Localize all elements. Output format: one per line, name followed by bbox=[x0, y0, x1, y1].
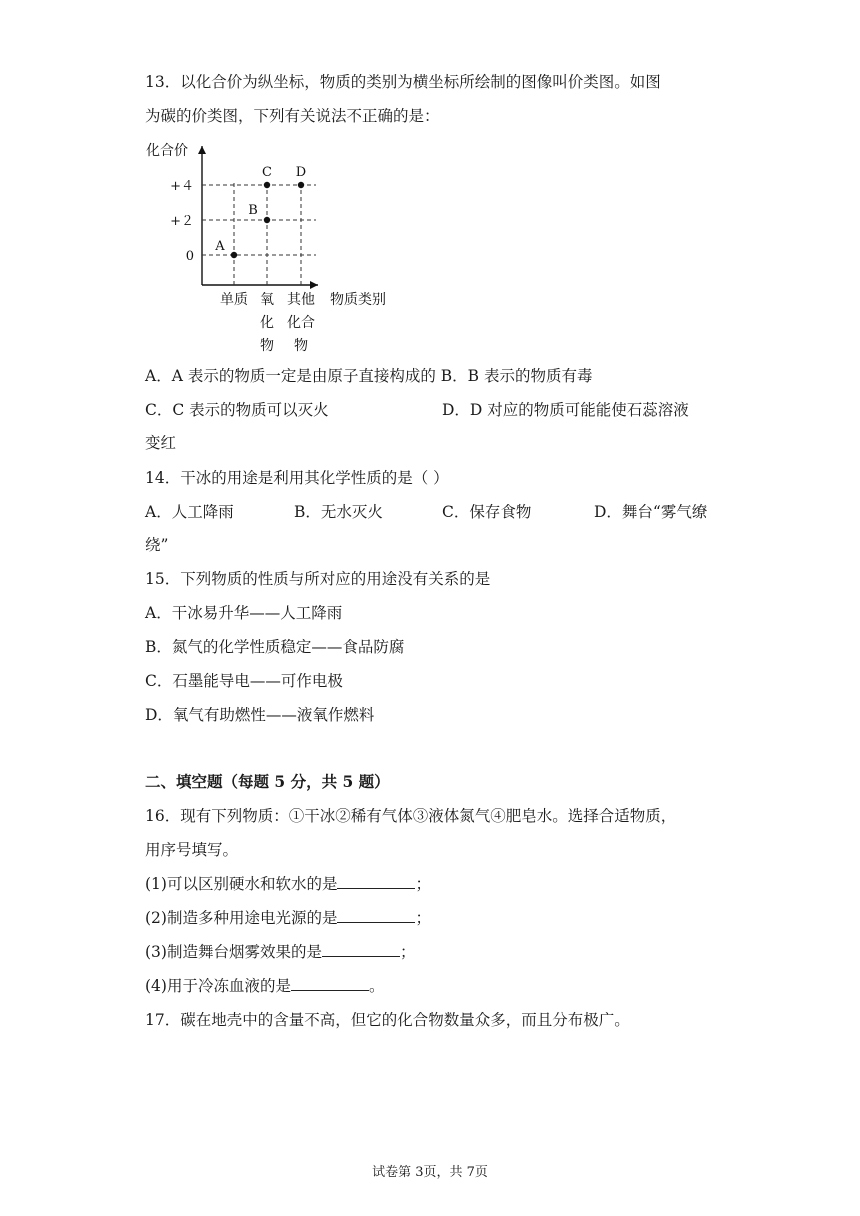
data-point-c bbox=[264, 182, 270, 188]
q16-item-4-end: 。 bbox=[368, 977, 385, 995]
q15-option-d: D．氧气有助燃性——液氧作燃料 bbox=[145, 706, 375, 724]
x-tick-label: 其他 bbox=[287, 292, 315, 308]
q14-option-d: D．舞台“雾气缭 bbox=[594, 503, 708, 521]
point-label-c: C bbox=[262, 165, 272, 180]
q13-stem-line1: 13．以化合价为纵坐标，物质的类别为横坐标所绘制的图像叫价类图。如图 bbox=[145, 73, 661, 91]
y-axis-title: 化合价 bbox=[146, 143, 188, 159]
q15-option-c: C．石墨能导电——可作电极 bbox=[145, 672, 343, 690]
q13-option-d: D．D 对应的物质可能能使石蕊溶液 bbox=[442, 401, 689, 419]
x-tick-label: 单质 bbox=[220, 292, 248, 308]
data-point-b bbox=[264, 217, 270, 223]
y-axis-arrow bbox=[198, 146, 206, 154]
x-axis-arrow bbox=[310, 281, 318, 289]
section-heading: 二、填空题（每题 5 分，共 5 题） bbox=[145, 772, 390, 791]
page-footer: 试卷第 3页，共 7页 bbox=[372, 1165, 488, 1180]
q13-option-d-continued: 变红 bbox=[145, 434, 177, 452]
x-tick-label: 氧 bbox=[260, 292, 274, 308]
q16-item-2-text: (2)制造多种用途电光源的是 bbox=[145, 909, 338, 927]
answer-blank-4[interactable] bbox=[291, 975, 369, 991]
x-tick-label: 化合 bbox=[287, 315, 315, 331]
q16-item-3 bbox=[145, 941, 415, 963]
q16-item-2-end: ； bbox=[415, 909, 431, 927]
x-tick-label: 化 bbox=[260, 315, 274, 331]
q14-option-d-continued: 绕” bbox=[145, 536, 169, 554]
point-label-d: D bbox=[295, 165, 307, 180]
y-tick-label: 0 bbox=[185, 249, 194, 264]
data-point-a bbox=[231, 252, 237, 258]
point-label-b: B bbox=[248, 203, 258, 218]
q13-stem-line2: 为碳的价类图，下列有关说法不正确的是： bbox=[145, 107, 440, 125]
q13-option-a-b: A．A 表示的物质一定是由原子直接构成的 B．B 表示的物质有毒 bbox=[145, 367, 593, 385]
q16-item-1-text: (1)可以区别硬水和软水的是 bbox=[145, 875, 338, 893]
x-tick-label: 物 bbox=[294, 338, 308, 354]
answer-blank-3[interactable] bbox=[322, 941, 400, 957]
q16-stem-line1: 16．现有下列物质：①干冰②稀有气体③液体氮气④肥皂水。选择合适物质， bbox=[145, 807, 677, 825]
q16-stem-line2: 用序号填写。 bbox=[145, 841, 239, 859]
valence-category-chart bbox=[140, 138, 410, 354]
q14-option-c: C．保存食物 bbox=[442, 503, 532, 521]
q17-stem: 17．碳在地壳中的含量不高，但它的化合物数量众多，而且分布极广。 bbox=[145, 1011, 630, 1029]
data-point-d bbox=[298, 182, 304, 188]
q15-option-a: A．干冰易升华——人工降雨 bbox=[145, 604, 343, 622]
q16-item-1-end: ； bbox=[415, 875, 431, 893]
y-tick-label: +２ bbox=[170, 214, 194, 229]
x-tick-label: 物 bbox=[260, 338, 274, 354]
q15-option-b: B．氮气的化学性质稳定——食品防腐 bbox=[145, 638, 405, 656]
q16-item-4 bbox=[145, 975, 384, 997]
q16-item-4-text: (4)用于冷冻血液的是 bbox=[145, 977, 291, 995]
q14-option-a: A．人工降雨 bbox=[145, 503, 234, 521]
q16-item-2 bbox=[145, 907, 431, 929]
q13-option-c: C．C 表示的物质可以灭火 bbox=[145, 401, 329, 419]
q14-stem: 14．干冰的用途是利用其化学性质的是（ ） bbox=[145, 469, 449, 487]
q14-option-b: B．无水灭火 bbox=[294, 503, 383, 521]
point-label-a: A bbox=[215, 239, 225, 254]
q16-item-1 bbox=[145, 873, 431, 895]
x-axis-title: 物质类别 bbox=[330, 292, 386, 308]
y-tick-label: +４ bbox=[170, 179, 194, 194]
q16-item-3-text: (3)制造舞台烟雾效果的是 bbox=[145, 943, 322, 961]
answer-blank-1[interactable] bbox=[337, 873, 415, 889]
q16-item-3-end: ； bbox=[399, 943, 416, 961]
answer-blank-2[interactable] bbox=[337, 907, 415, 923]
q15-stem: 15．下列物质的性质与所对应的用途没有关系的是 bbox=[145, 570, 491, 588]
